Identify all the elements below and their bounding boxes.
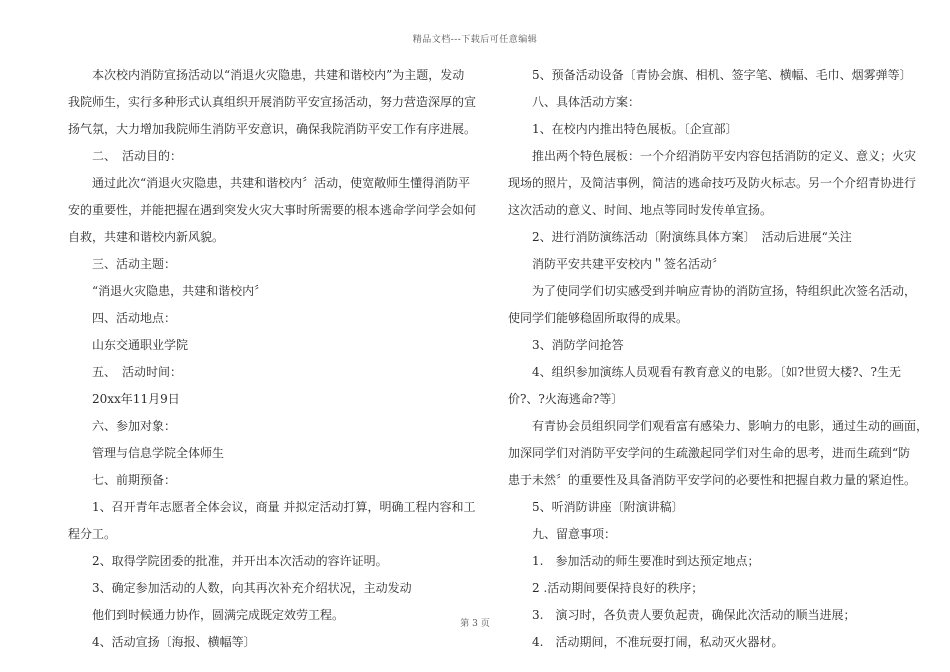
paragraph-line: 消防平安共建平安校内＂签名活动〞 <box>508 257 725 271</box>
paragraph-line: 安的重要性，并能把握在遇到突发火灾大事时所需要的根本逃命学问学会如何 <box>68 203 477 217</box>
section-heading: 三、活动主题： <box>68 257 177 271</box>
paragraph-line: 使同学们能够稳固所取得的成果。 <box>508 311 689 325</box>
paragraph-line: 价?、?火海逃命?等〕 <box>508 392 624 406</box>
paragraph-line: 20xx年11月9日 <box>68 392 180 406</box>
section-heading: 五、 活动时间： <box>68 365 183 379</box>
paragraph-line: 推出两个特色展板：一个介绍消防平安内容包括消防的定义、意义；火灾 <box>508 149 917 163</box>
paragraph-line: 5、预备活动设备〔青协会旗、相机、签字笔、横幅、毛巾、烟雾弹等〕 <box>508 68 912 82</box>
paragraph-line: 2 .活动期间要保持良好的秩序； <box>508 581 704 595</box>
paragraph-line: 3、消防学问抢答 <box>508 338 624 352</box>
paragraph-line: 4. 活动期间，不准玩耍打闹，私动灭火器材。 <box>508 635 784 649</box>
paragraph-line: 现场的照片，及简洁事例，简洁的逃命技巧及防火标志。另一个介绍青协进行 <box>508 176 917 190</box>
paragraph-line: 4、组织参加演练人员观看有教育意义的电影。〔如?世贸大楼?、?生无 <box>508 365 901 379</box>
paragraph-line: 管理与信息学院全体师生 <box>68 446 225 460</box>
paragraph-line: 患于未然〞的重要性及具备消防平安学问的必要性和把握自救力量的紧迫性。 <box>508 473 917 487</box>
paragraph-line: 加深同学们对消防平安学问的生疏激起同学们对生命的思考，进而生疏到“防 <box>508 446 911 460</box>
paragraph-line: 有青协会员组织同学们观看富有感染力、影响力的电影，通过生动的画面， <box>508 419 929 433</box>
section-heading: 二、 活动目的： <box>68 149 183 163</box>
paragraph-line: 1、召开青年志愿者全体会议，商量 并拟定活动打算，明确工程内容和工 <box>68 500 476 514</box>
paragraph-line: 3、确定参加活动的人数，向其再次补充介绍状况，主动发动 <box>68 581 412 595</box>
paragraph-line: 通过此次“消退火灾隐患，共建和谐校内〞活动，使宽敞师生懂得消防平 <box>68 176 471 190</box>
paragraph-line: 1. 参加活动的师生要准时到达预定地点； <box>508 554 760 568</box>
paragraph-line: 山东交通职业学院 <box>68 338 189 352</box>
section-heading: 四、活动地点： <box>68 311 177 325</box>
section-heading: 八、具体活动方案： <box>508 95 641 109</box>
section-heading: 九、留意事项： <box>508 527 617 541</box>
page-number: 第 3 页 <box>460 619 490 629</box>
paragraph-line: 自救，共建和谐校内新风貌。 <box>68 230 225 244</box>
paragraph-line: 我院师生，实行多种形式认真组织开展消防平安宣扬活动，努力营造深厚的宣 <box>68 95 477 109</box>
paragraph-line: “消退火灾隐患，共建和谐校内〞 <box>68 284 267 298</box>
paragraph-line: 为了使同学们切实感受到并响应青协的消防宣扬，特组织此次签名活动， <box>508 284 917 298</box>
paragraph-line: 5、听消防讲座〔附演讲稿〕 <box>508 500 684 514</box>
paragraph-line: 4、活动宣扬〔海报、横幅等〕 <box>68 635 256 649</box>
section-heading: 七、前期预备： <box>68 473 177 487</box>
page-header: 精品文档---下载后可任意编辑 <box>412 35 538 45</box>
right-column <box>508 62 929 656</box>
paragraph-line: 扬气氛，大力增加我院师生消防平安意识，确保我院消防平安工作有序进展。 <box>68 122 477 136</box>
paragraph-line: 这次活动的意义、时间、地点等同时发传单宣扬。 <box>508 203 773 217</box>
paragraph-line: 他们到时候通力协作，圆满完成既定效劳工程。 <box>68 608 345 622</box>
paragraph-line: 3. 演习时，各负责人要负起责，确保此次活动的顺当进展； <box>508 608 856 622</box>
paragraph-line: 2、取得学院团委的批准，并开出本次活动的容许证明。 <box>68 554 388 568</box>
paragraph-line: 程分工。 <box>68 527 117 541</box>
paragraph-line: 本次校内消防宣扬活动以“消退火灾隐患，共建和谐校内”为主题，发动 <box>68 68 465 82</box>
section-heading: 六、参加对象： <box>68 419 177 433</box>
paragraph-line: 1、在校内内推出特色展板。〔企宣部〕 <box>508 122 738 136</box>
paragraph-line: 2、进行消防演练活动〔附演练具体方案〕 活动后进展“关注 <box>508 230 852 244</box>
